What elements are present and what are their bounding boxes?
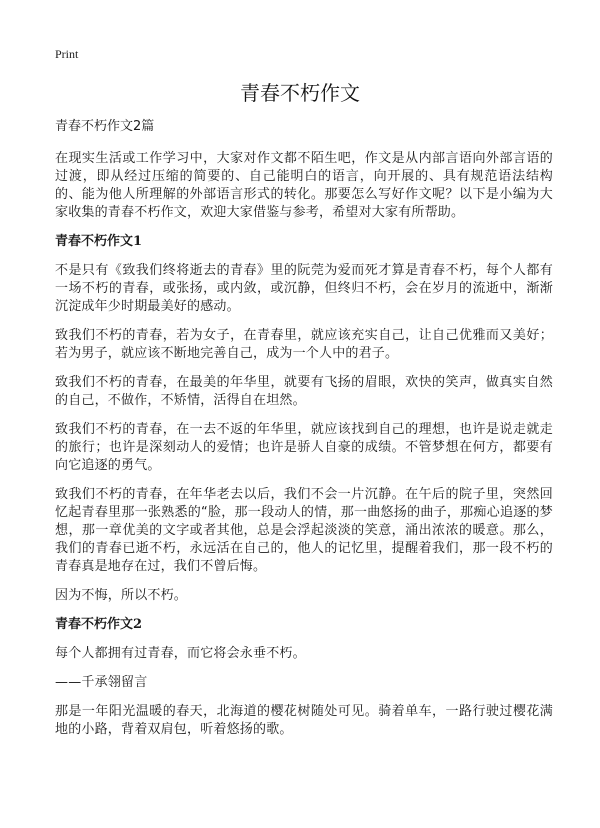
- paragraph: 那是一年阳光温暖的春天，北海道的樱花树随处可见。骑着单车，一路行驶过樱花满地的小路，背着双肩包，听着悠扬的歌。: [55, 704, 553, 737]
- paragraph: 致我们不朽的青春，在一去不返的年华里，就应该找到自己的理想，也许是说走就走的旅行；也许是深刻动人的爱情；也许是骄人自豪的成绩。不管梦想在何方，都要有向它追逐的勇气。: [55, 422, 553, 473]
- print-link[interactable]: Print: [55, 47, 79, 61]
- intro-paragraph: 在现实生活或工作学习中，大家对作文都不陌生吧，作文是从内部言语向外部言语的过渡，即从经过压缩的简要的、自己能明白的语言，向开展的、具有规范语法结构的、能为他人所理解的外部语言形式的转化。那要怎么写好作文呢？以下是小编为大家收集的青春不朽作文，欢迎大家借鉴与参考，希望对大家有所帮助。: [55, 151, 553, 220]
- paragraph: 每个人都拥有过青春，而它将会永垂不朽。: [55, 646, 306, 661]
- paragraph: 致我们不朽的青春，在最美的年华里，就要有飞扬的眉眼，欢快的笑声，做真实自然的自己，不做作，不矫情，活得自在坦然。: [55, 375, 553, 408]
- section-heading-2: 青春不朽作文2: [55, 617, 143, 632]
- paragraph: 致我们不朽的青春，若为女子，在青春里，就应该充实自己，让自己优雅而又美好；若为男子，就应该不断地完善自己，成为一个人中的君子。: [55, 328, 553, 361]
- section-heading-1: 青春不朽作文1: [55, 234, 143, 249]
- article-body: [55, 117, 553, 750]
- paragraph: 因为不悔，所以不朽。: [55, 588, 188, 603]
- page-title: 青春不朽作文: [240, 81, 360, 105]
- quote-attribution: ——千承翎留言: [55, 675, 148, 690]
- paragraph: 不是只有《致我们终将逝去的青春》里的阮莞为爱而死才算是青春不朽，每个人都有一场不朽的青春，或张扬，或内敛，或沉静，但终归不朽，会在岁月的流逝中，渐渐沉淀成年少时期最美好的感动。: [55, 263, 553, 314]
- paragraph: 致我们不朽的青春，在年华老去以后，我们不会一片沉静。在午后的院子里，突然回忆起青春里那一张熟悉的“脸，那一段动人的情，那一曲悠扬的曲子，那痴心追逐的梦想，那一章优美的文字或者其他，总是会浮起淡淡的笑意，涌出浓浓的暖意。那么，我们的青春已逝不朽，永远活在自己的，他人的记忆里，提醒着我们，那一段不朽的青春真是地存在过，我们不曾后悔。: [55, 487, 553, 574]
- article-subtitle: 青春不朽作文2篇: [55, 119, 155, 134]
